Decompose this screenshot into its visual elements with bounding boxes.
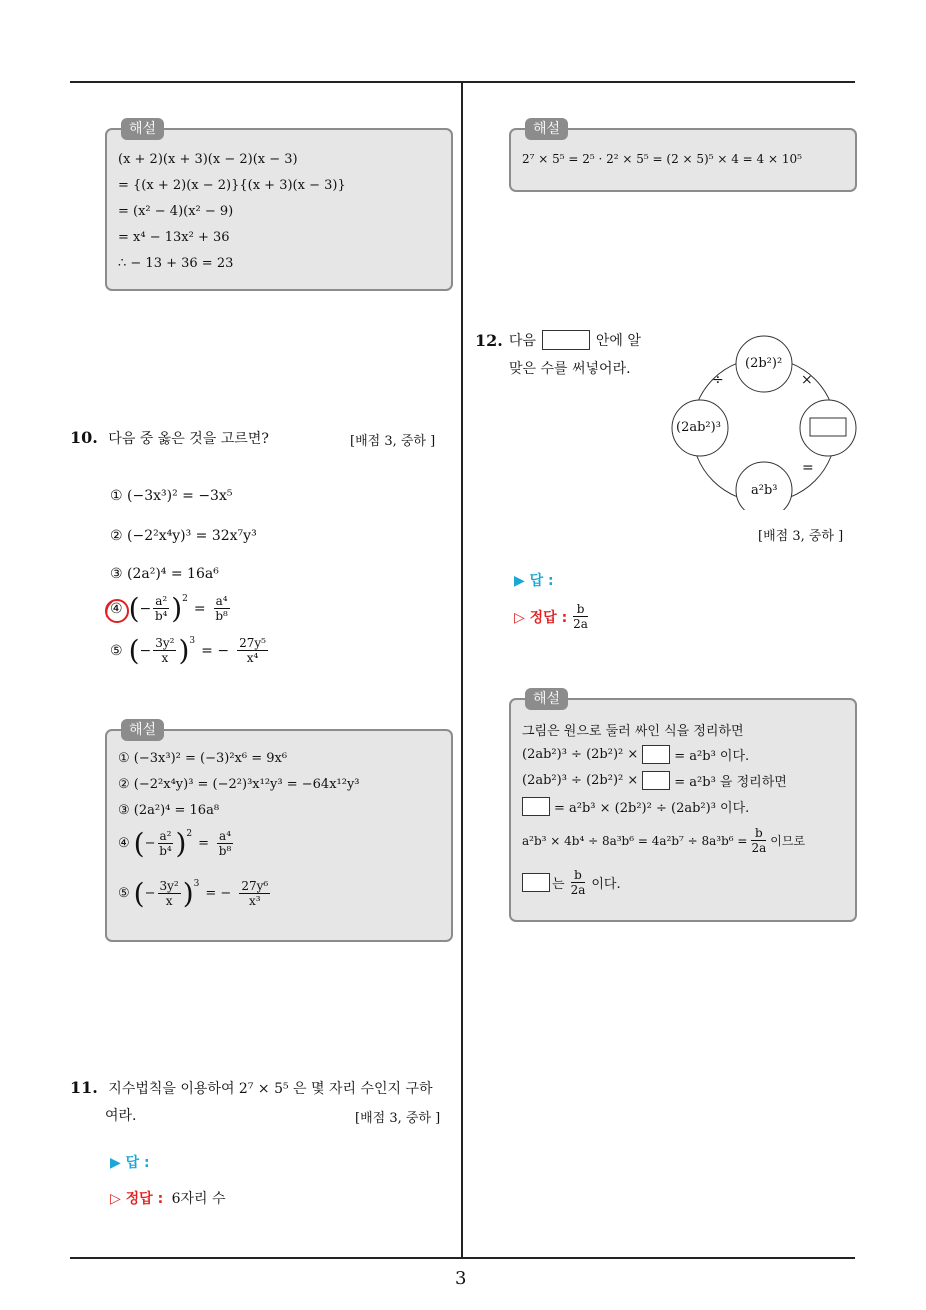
question-11 <box>70 1078 433 1098</box>
question-text-cont: 맞은 수를 써넣어라. <box>509 361 631 377</box>
question-10 <box>70 428 269 448</box>
sol9-line: = {(x + 2)(x − 2)}{(x + 3)(x − 3)} <box>118 178 346 193</box>
sol12-line: (2ab²)³ ÷ (2b²)² × = a²b³ 을 정리하면 <box>522 773 787 790</box>
op-divide: ÷ <box>712 372 724 388</box>
sol12-line: = a²b³ × (2b²)² ÷ (2ab²)³ 이다. <box>522 797 749 816</box>
option-4[interactable]: ④ ( − $\frac{\text{a²}}{\text{b⁴}}$ ) $^2$ = $\frac{\text{a⁴}}{\text{b⁸}}$ <box>110 591 228 625</box>
option-3[interactable]: ③ (2a²)⁴ = 16a⁶ <box>110 566 219 582</box>
option-1[interactable]: ① (−3x³)² = −3x⁵ <box>110 488 233 504</box>
correct-answer: ▷ 정답 : $\frac{b}{2a}$ <box>514 602 588 631</box>
solution-tag: 해설 <box>121 118 164 140</box>
solution-tag: 해설 <box>121 719 164 741</box>
sol11-line: 2⁷ × 5⁵ = 2⁵ · 2² × 5⁵ = (2 × 5)⁵ × 4 = 4 × 10⁵ <box>522 152 802 166</box>
score-label: [배점 3, 중하 ] <box>350 434 436 449</box>
question-text: 다음 중 옳은 것을 고르면? <box>108 431 269 447</box>
sol12-line: 그림은 원으로 둘러 싸인 식을 정리하면 <box>522 724 744 739</box>
question-text-cont: 여라. <box>105 1108 137 1124</box>
question-text: 지수법칙을 이용하여 2⁷ × 5⁵ 은 몇 자리 수인지 구하 <box>108 1081 433 1097</box>
solution-box-11 <box>509 121 857 192</box>
sol9-line: = (x² − 4)(x² − 9) <box>118 204 234 219</box>
fraction: $\frac{\text{a²}}{\text{b⁴}}$ <box>154 594 168 623</box>
sol12-line: 는 $\frac{b}{2a}$ 이다. <box>522 868 621 897</box>
diagram-top: (2b²)² <box>745 356 783 371</box>
option-5-number: ⑤ <box>110 642 123 659</box>
diagram-bottom: a²b³ <box>751 483 778 498</box>
solution-box-9 <box>105 121 453 291</box>
correct-answer: ▷ 정답 : 6자리 수 <box>110 1191 226 1207</box>
page-number: 3 <box>455 1268 467 1289</box>
question-12: 12. 다음 안에 알 <box>475 330 641 350</box>
correct-value: $\frac{b}{2a}$ <box>573 602 588 631</box>
answer-label: ▶ 답 : <box>110 1155 150 1171</box>
answer-label: ▶ 답 : <box>514 573 554 589</box>
op-times: × <box>801 372 813 388</box>
sol9-line: ∴ − 13 + 36 = 23 <box>118 256 234 271</box>
sol10-line: ③ (2a²)⁴ = 16a⁸ <box>118 803 220 818</box>
score-label: [배점 3, 중하 ] <box>758 529 844 544</box>
option-2[interactable]: ② (−2²x⁴y)³ = 32x⁷y³ <box>110 528 257 544</box>
fraction: $\frac{\text{3y²}}{x}$ <box>155 636 175 665</box>
option-4-number: ④ <box>110 600 123 617</box>
sol10-line-5: ⑤ ( − $\frac{\text{3y²}}{x}$ ) $^3$ = − $\frac{\text{27y⁶}}{\text{x³}}$ <box>118 876 269 910</box>
fraction: $\frac{\text{27y⁵}}{\text{x⁴}}$ <box>239 636 266 665</box>
sol10-line: ① (−3x³)² = (−3)²x⁶ = 9x⁶ <box>118 751 288 766</box>
question-number: 11. <box>70 1078 98 1097</box>
fraction: $\frac{\text{a⁴}}{\text{b⁸}}$ <box>215 594 228 623</box>
sol9-line: (x + 2)(x + 3)(x − 2)(x − 3) <box>118 152 298 167</box>
sol9-line: = x⁴ − 13x² + 36 <box>118 230 230 245</box>
option-5[interactable]: ⑤ ( − $\frac{\text{3y²}}{x}$ ) $^3$ = − $\frac{\text{27y⁵}}{\text{x⁴}}$ <box>110 633 266 667</box>
op-equals: = <box>802 460 814 476</box>
sol12-line: (2ab²)³ ÷ (2b²)² × = a²b³ 이다. <box>522 747 750 764</box>
solution-tag: 해설 <box>525 118 568 140</box>
solution-box-10 <box>105 722 453 942</box>
sol12-line: a²b³ × 4b⁴ ÷ 8a³b⁶ = 4a²b⁷ ÷ 8a³b⁶ = $\frac{b}{2a}$ 이므로 <box>522 826 806 855</box>
score-label: [배점 3, 중하 ] <box>355 1111 441 1126</box>
correct-value: 6자리 수 <box>171 1191 226 1207</box>
question-number: 12. <box>475 330 503 350</box>
diagram-left: (2ab²)³ <box>676 420 721 435</box>
solution-tag: 해설 <box>525 688 568 710</box>
question-number: 10. <box>70 428 98 447</box>
sol10-line: ② (−2²x⁴y)³ = (−2²)³x¹²y³ = −64x¹²y³ <box>118 777 360 792</box>
sol10-line-4: ④ ( − $\frac{\text{a²}}{\text{b⁴}}$ ) $^2$ = $\frac{\text{a⁴}}{\text{b⁸}}$ <box>118 826 232 860</box>
column-divider <box>461 82 463 1258</box>
answer-blank[interactable] <box>542 330 590 350</box>
solution-box-12 <box>509 691 857 922</box>
